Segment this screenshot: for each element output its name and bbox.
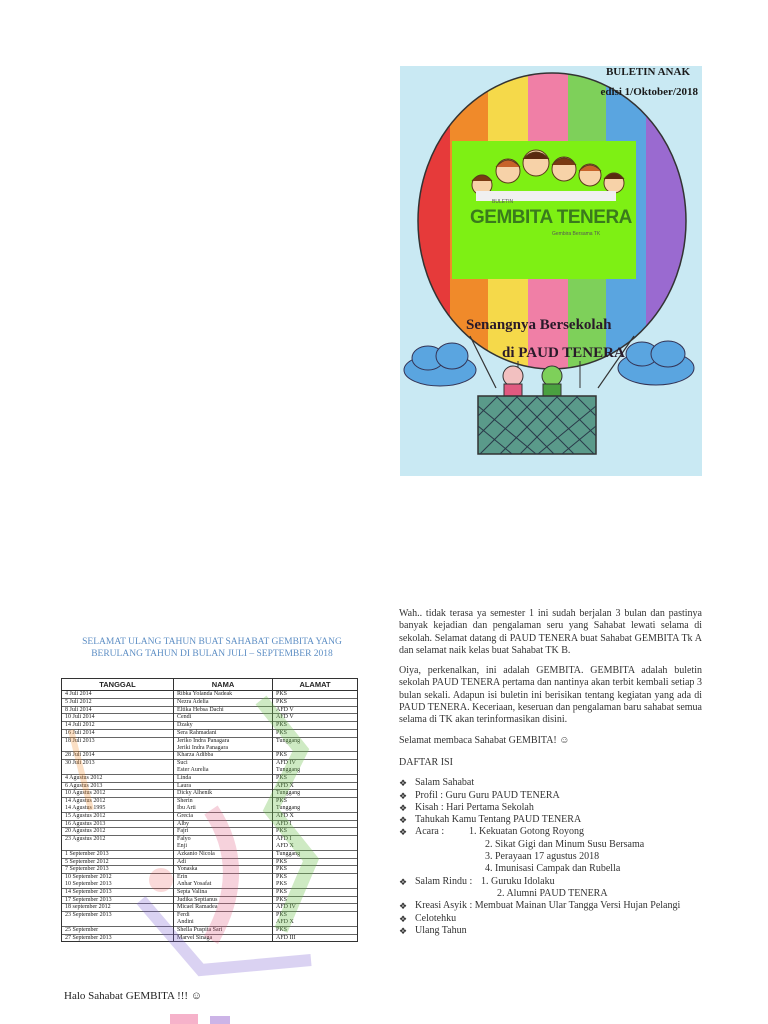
table-row	[62, 896, 358, 904]
birthday-heading-line-2: BERULANG TAHUN DI BULAN JULI – SEPTEMBER 2018	[91, 649, 333, 659]
cell-date: 1 September 2013	[62, 850, 174, 858]
diamond-bullet-icon: ❖	[399, 925, 408, 936]
cell-name: Shella Puspita Sari	[174, 926, 273, 934]
cell-date: 14 Juli 2012	[62, 722, 174, 730]
table-header-row	[62, 679, 358, 691]
cover-illustration	[400, 66, 702, 476]
table-row	[62, 904, 358, 912]
cell-address: PKS	[273, 828, 358, 836]
cell-address: PKS	[273, 858, 358, 866]
column-header-date: TANGGAL	[62, 679, 174, 691]
table-row	[62, 760, 358, 775]
cover-title-line-2: di PAUD TENERA	[502, 345, 625, 361]
cell-address: AFD X	[273, 782, 358, 790]
cell-address: Tunggang	[273, 737, 358, 752]
cell-date: 14 Agustus 2012 14 Agustus 1995	[62, 798, 174, 813]
logo-title: GEMBITA TENERA	[470, 207, 632, 228]
diamond-bullet-icon: ❖	[399, 802, 408, 813]
toc-item-label: Profil : Guru Guru PAUD TENERA	[415, 789, 560, 801]
article-greeting: Selamat membaca Sahabat GEMBITA! ☺	[399, 734, 570, 746]
toc-item-label: Celotehku	[415, 912, 457, 924]
diamond-bullet-icon: ❖	[399, 901, 408, 912]
diamond-bullet-icon: ❖	[399, 876, 408, 887]
table-row	[62, 706, 358, 714]
diamond-bullet-icon: ❖	[399, 790, 408, 801]
rindu-sub-item: 2. Alumni PAUD TENERA	[497, 887, 608, 899]
cell-address: AFD I AFD X	[273, 836, 358, 851]
table-row	[62, 828, 358, 836]
acara-sub-item: 2. Sikat Gigi dan Minum Susu Bersama	[485, 838, 645, 850]
toc-item	[399, 802, 702, 814]
gembita-logo	[452, 141, 636, 279]
diamond-bullet-icon: ❖	[399, 815, 408, 826]
cell-name: Yonaska	[174, 866, 273, 874]
edition-label: edisi 1/Oktober/2018	[600, 86, 698, 98]
cell-date: 6 Agustus 2013	[62, 782, 174, 790]
cell-address: AFD X	[273, 812, 358, 820]
table-row	[62, 934, 358, 942]
cell-name: Grecia	[174, 812, 273, 820]
table-row	[62, 926, 358, 934]
cell-name: Suci Ester Aurelia	[174, 760, 273, 775]
cell-address: Tunggang	[273, 790, 358, 798]
cell-address: PKS Tunggang	[273, 798, 358, 813]
cell-date: 23 Agustus 2012	[62, 836, 174, 851]
table-row	[62, 714, 358, 722]
table-row	[62, 836, 358, 851]
cell-address: PKS	[273, 722, 358, 730]
table-row	[62, 737, 358, 752]
cell-name: Jeriko Indra Panagara Jeriki Indra Panagara	[174, 737, 273, 752]
cell-address: AFD III	[273, 934, 358, 942]
cell-name: Adi	[174, 858, 273, 866]
toc-item-label: Salam Sahabat	[415, 777, 475, 789]
cell-address: PKS	[273, 691, 358, 699]
cell-name: Ribka Yolanda Nadeak	[174, 691, 273, 699]
cell-name: Falyo Enji	[174, 836, 273, 851]
toc-item-salam-rindu	[399, 876, 702, 901]
toc-item	[399, 814, 702, 826]
cell-name: Ferdi Andini	[174, 912, 273, 927]
bulletin-label: BULETIN ANAK	[605, 66, 690, 78]
cell-name: Laura	[174, 782, 273, 790]
toc-item-acara	[399, 826, 702, 875]
birthday-heading-line-1: SELAMAT ULANG TAHUN BUAT SAHABAT GEMBITA YANG	[82, 637, 342, 647]
table-row	[62, 782, 358, 790]
cell-name: Linda	[174, 774, 273, 782]
cover-title-line-1: Senangnya Bersekolah	[466, 317, 612, 333]
hello-footer: Halo Sahabat GEMBITA !!! ☺	[64, 990, 203, 1002]
cell-address: PKS	[273, 888, 358, 896]
cell-name: Nezra Adelia	[174, 698, 273, 706]
cell-address: PKS	[273, 866, 358, 874]
cell-address: PKS	[273, 926, 358, 934]
cell-address: AFD IV	[273, 904, 358, 912]
diamond-bullet-icon: ❖	[399, 778, 408, 789]
cell-date: 30 Juli 2013	[62, 760, 174, 775]
cell-address: AFD V	[273, 714, 358, 722]
table-row	[62, 850, 358, 858]
table-row	[62, 729, 358, 737]
cell-name: Azkanio Nicola	[174, 850, 273, 858]
table-row	[62, 820, 358, 828]
cell-date: 16 Juli 2014	[62, 729, 174, 737]
bottom-decoration	[60, 1010, 360, 1024]
cell-date: 14 September 2013	[62, 888, 174, 896]
table-row	[62, 698, 358, 706]
toc-item	[399, 913, 702, 925]
table-row	[62, 691, 358, 699]
toc-item	[399, 777, 702, 789]
toc-item-label: Kisah : Hari Pertama Sekolah	[415, 801, 534, 813]
acara-label: Acara :	[415, 826, 445, 838]
cell-name: Sera Rahmadani	[174, 729, 273, 737]
table-row	[62, 752, 358, 760]
table-row	[62, 858, 358, 866]
cell-name: Septa Valina	[174, 888, 273, 896]
cell-date: 15 Agustus 2012	[62, 812, 174, 820]
table-row	[62, 812, 358, 820]
birthday-table-body	[62, 691, 358, 942]
toc-title: DAFTAR ISI	[399, 756, 453, 768]
cell-date: 5 September 2012	[62, 858, 174, 866]
cell-address: Tunggang	[273, 850, 358, 858]
table-of-contents	[399, 777, 702, 937]
cell-date: 27 September 2013	[62, 934, 174, 942]
toc-item-label: Tahukah Kamu Tentang PAUD TENERA	[415, 814, 582, 826]
cell-date: 25 September	[62, 926, 174, 934]
cell-name: Eltika Hebsa Dachi	[174, 706, 273, 714]
cell-address: AFD I	[273, 820, 358, 828]
children-faces-icon	[452, 141, 636, 201]
diamond-bullet-icon: ❖	[399, 827, 408, 838]
cell-name: Fajri	[174, 828, 273, 836]
cell-date: 10 Agustus 2012	[62, 790, 174, 798]
logo-small-text: BULETIN	[492, 199, 514, 205]
cell-date: 8 Juli 2014	[62, 706, 174, 714]
table-row	[62, 866, 358, 874]
diamond-bullet-icon: ❖	[399, 913, 408, 924]
toc-item-label: Kreasi Asyik : Membuat Mainan Ular Tangga Versi Hujan Pelangi	[415, 900, 681, 912]
cell-date: 28 Juli 2014	[62, 752, 174, 760]
toc-item	[399, 790, 702, 802]
cell-name: Micael Ramadea	[174, 904, 273, 912]
birthday-table	[61, 678, 358, 942]
cell-name: Kharza Adibba	[174, 752, 273, 760]
table-row	[62, 888, 358, 896]
toc-item	[399, 900, 702, 912]
logo-tagline: Gembira Bersama TK	[552, 231, 601, 237]
table-row	[62, 722, 358, 730]
cell-address: AFD IV Tunggang	[273, 760, 358, 775]
cell-address: PKS	[273, 896, 358, 904]
toc-item	[399, 925, 702, 937]
cell-name: Dicky Alhenik	[174, 790, 273, 798]
article-paragraph-1: Wah.. tidak terasa ya semester 1 ini sudah berjalan 3 bulan dan pastinya banyak kejadian dan pengalaman seru yang Sahabat lewati selama di sekolah. Selamat datang di PAUD TENERA buat Sahabat GEMBITA Tk A dan selamat naik kelas buat Sahabat TK B.	[399, 608, 702, 656]
rindu-sub-item: 1. Guruku Idolaku	[481, 875, 555, 887]
toc-item-label: Ulang Tahun	[415, 924, 467, 936]
article-paragraph-2: Oiya, perkenalkan, ini adalah GEMBITA. GEMBITA adalah buletin sekolah PAUD TENERA pertama dan nantinya akan terbit kembali setiap 3 bulan sekali. Adapun isi buletin ini berisikan tentang kegiatan yang ada di PAUD TENERA. Keceriaan, keseruan dan pengalaman baru sahabat semua selama di TK akan terinformasikan disini.	[399, 665, 702, 726]
salam-rindu-label: Salam Rindu :	[415, 875, 473, 887]
cell-address: PKS	[273, 752, 358, 760]
cell-name: Marvel Sinaga	[174, 934, 273, 942]
cell-date: 16 Agustus 2013	[62, 820, 174, 828]
intro-article	[399, 608, 702, 937]
acara-sub-item: 4. Imunisasi Campak dan Rubella	[485, 863, 621, 875]
cell-date: 7 September 2013	[62, 866, 174, 874]
cell-date: 20 Agustus 2012	[62, 828, 174, 836]
cell-name: Judika Septianus	[174, 896, 273, 904]
cell-name: Erin Anhar Yosafat	[174, 874, 273, 889]
cell-name: Cendi	[174, 714, 273, 722]
cell-address: PKS	[273, 729, 358, 737]
cell-name: Dzaky	[174, 722, 273, 730]
cell-address: PKS AFD X	[273, 912, 358, 927]
cell-date: 18 september 2012	[62, 904, 174, 912]
cell-name: Alby	[174, 820, 273, 828]
cell-date: 4 Juli 2014	[62, 691, 174, 699]
table-row	[62, 774, 358, 782]
cell-date: 18 Juli 2013	[62, 737, 174, 752]
birthday-heading	[62, 636, 362, 660]
cell-date: 10 Juli 2014	[62, 714, 174, 722]
cell-date: 4 Agustus 2012	[62, 774, 174, 782]
cell-address: PKS	[273, 774, 358, 782]
table-row	[62, 790, 358, 798]
cell-address: AFD V	[273, 706, 358, 714]
table-row	[62, 798, 358, 813]
cell-address: PKS PKS	[273, 874, 358, 889]
table-row	[62, 912, 358, 927]
column-header-name: NAMA	[174, 679, 273, 691]
cell-date: 5 Juli 2012	[62, 698, 174, 706]
column-header-address: ALAMAT	[273, 679, 358, 691]
acara-sub-item: 1. Kekuatan Gotong Royong	[469, 826, 584, 838]
cell-date: 17 September 2013	[62, 896, 174, 904]
cell-date: 10 September 2012 10 September 2013	[62, 874, 174, 889]
acara-sub-item: 3. Perayaan 17 agustus 2018	[485, 851, 600, 863]
table-row	[62, 874, 358, 889]
cell-name: Sherin Ibu Arti	[174, 798, 273, 813]
cell-address: PKS	[273, 698, 358, 706]
cell-date: 23 September 2013	[62, 912, 174, 927]
